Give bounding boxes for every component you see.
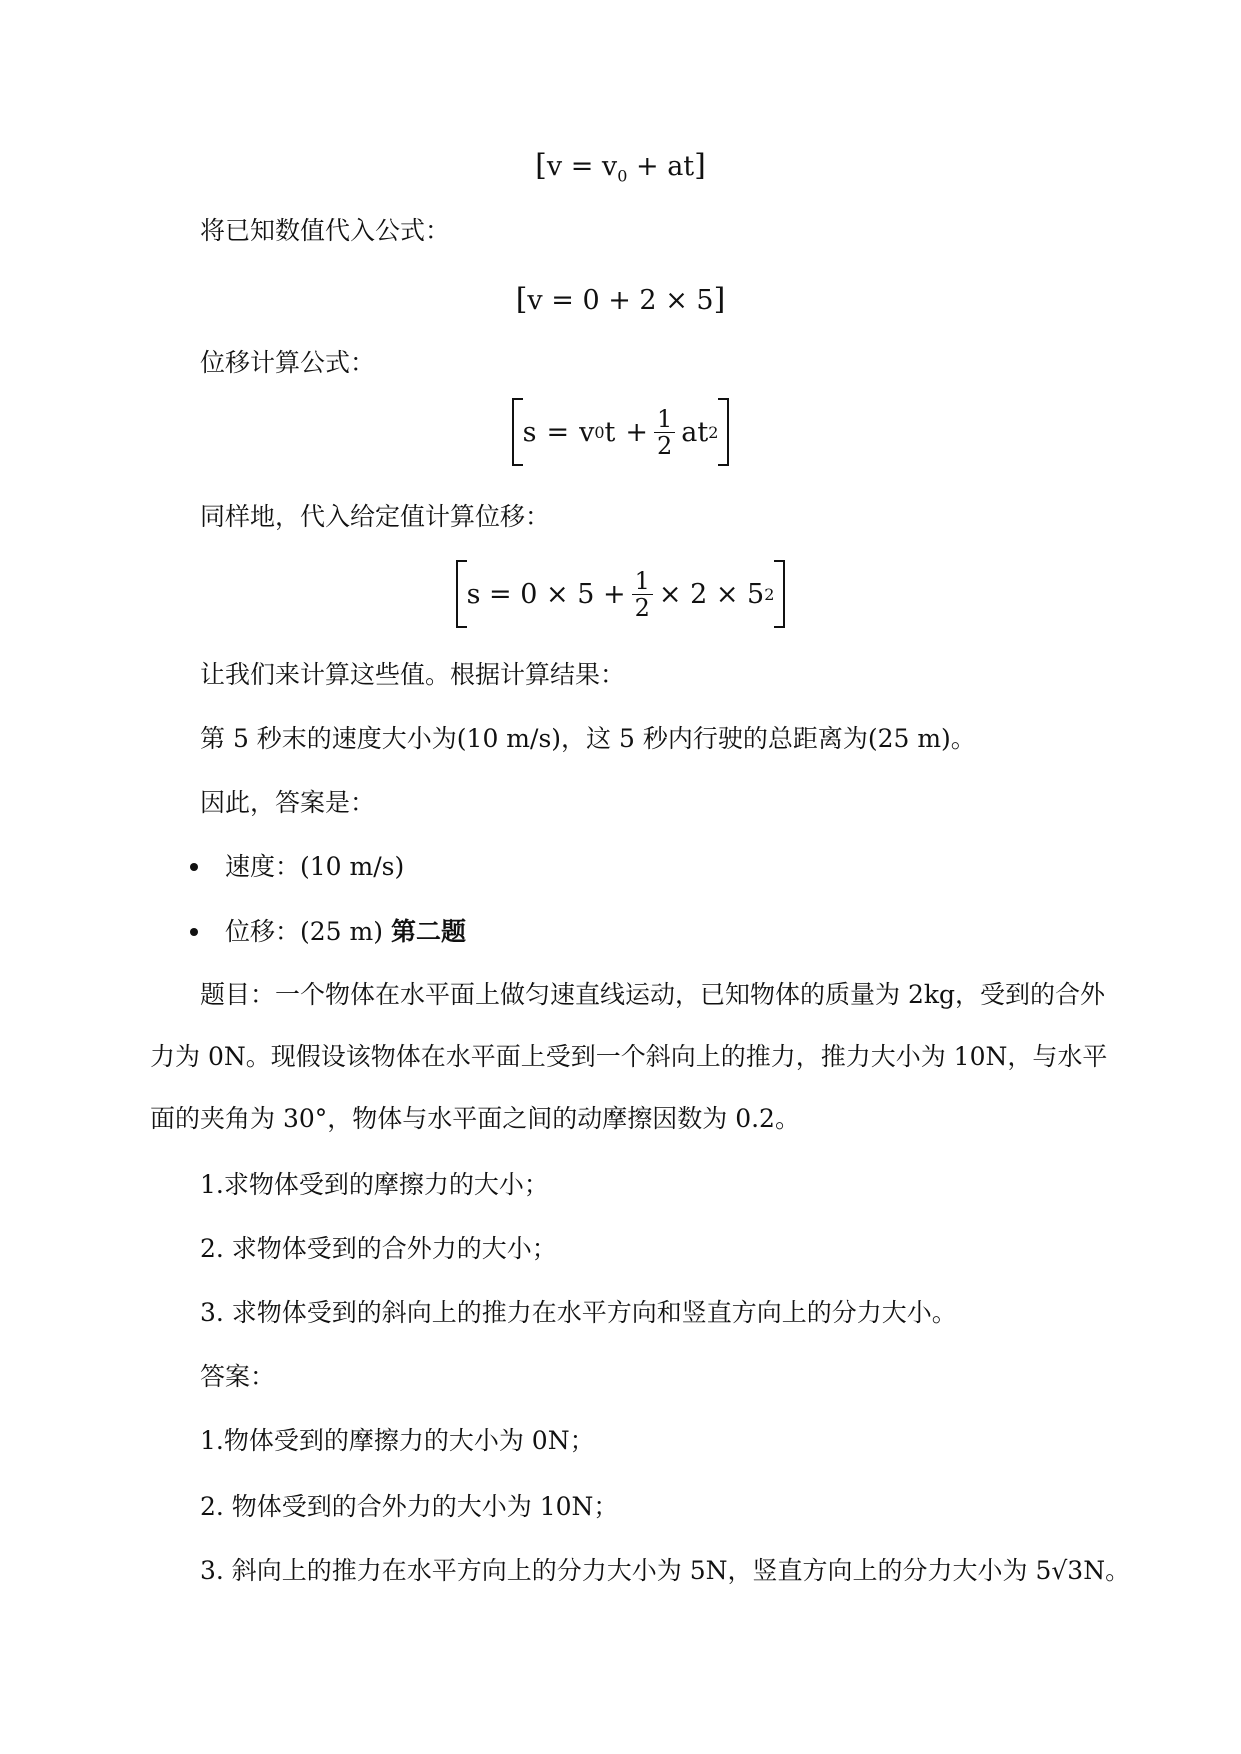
eq-var: v [546, 151, 563, 182]
paragraph: 同样地，代入给定值计算位移： [200, 502, 551, 531]
eq-body: s = 0 × 5 + [466, 578, 626, 610]
list-item: 速度：(10 m/s) [225, 852, 405, 881]
fraction-denominator: 2 [657, 431, 673, 460]
eq-sign: = [546, 416, 570, 448]
eq-subscript: 0 [617, 166, 628, 186]
eq-var: t [604, 416, 616, 448]
answer-label: 答案： [200, 1362, 276, 1391]
paragraph: 将已知数值代入公式： [200, 216, 451, 245]
eq-subscript: 0 [594, 422, 605, 442]
equation-displacement-substituted [0, 560, 1241, 635]
bracket-open [456, 560, 467, 628]
bracket-close [774, 560, 785, 628]
answer-item: 1.物体受到的摩擦力的大小为 0N； [200, 1426, 595, 1455]
bracket-open: [ [515, 282, 528, 317]
bullet-icon [190, 928, 198, 936]
question-item: 2. 求物体受到的合外力的大小； [200, 1234, 557, 1263]
eq-body: × 2 × 5 [658, 578, 765, 610]
bracket-open [512, 398, 523, 466]
bracket-close: ] [694, 148, 706, 183]
question-item: 1.求物体受到的摩擦力的大小； [200, 1170, 549, 1199]
fraction-numerator: 1 [654, 406, 675, 433]
paragraph: 面的夹角为 30°，物体与水平面之间的动摩擦因数为 0.2。 [150, 1104, 800, 1133]
eq-superscript: 2 [708, 422, 719, 442]
fraction [632, 568, 653, 621]
fraction-denominator: 2 [634, 593, 650, 622]
paragraph: 让我们来计算这些值。根据计算结果： [200, 660, 626, 689]
paragraph: 力为 0N。现假设该物体在水平面上受到一个斜向上的推力，推力大小为 10N，与水平 [150, 1042, 1108, 1071]
bracket-close [718, 398, 729, 466]
fraction [654, 406, 675, 459]
eq-plus: + [635, 151, 659, 182]
paragraph: 位移计算公式： [200, 348, 376, 377]
bullet-icon [190, 863, 198, 871]
eq-body: v = 0 + 2 × 5 [527, 285, 714, 316]
equation-velocity [0, 148, 1241, 185]
list-item-text: 位移：(25 m) [225, 917, 383, 946]
bracket-open: [ [535, 148, 547, 183]
fraction-numerator: 1 [632, 568, 653, 595]
answer-item: 2. 物体受到的合外力的大小为 10N； [200, 1492, 619, 1521]
bracket-close: ] [713, 282, 726, 317]
eq-term: at [681, 416, 709, 448]
eq-sign: = [570, 151, 594, 182]
paragraph: 题目：一个物体在水平面上做匀速直线运动，已知物体的质量为 2kg，受到的合外 [200, 980, 1106, 1009]
paragraph: 因此，答案是： [200, 788, 376, 817]
equation-velocity-substituted [0, 282, 1241, 317]
section-heading: 第二题 [390, 918, 466, 946]
eq-var: s [522, 416, 537, 448]
list-item [225, 915, 466, 949]
eq-superscript: 2 [764, 584, 775, 604]
equation-displacement [0, 398, 1241, 473]
question-item: 3. 求物体受到的斜向上的推力在水平方向和竖直方向上的分力大小。 [200, 1298, 957, 1327]
eq-term: at [667, 151, 695, 182]
eq-var: v [579, 416, 595, 448]
answer-item: 3. 斜向上的推力在水平方向上的分力大小为 5N，竖直方向上的分力大小为 5√3N。 [200, 1556, 1131, 1585]
eq-plus: + [625, 416, 648, 448]
eq-var: v [601, 151, 618, 182]
paragraph: 第 5 秒末的速度大小为(10 m/s)，这 5 秒内行驶的总距离为(25 m)。 [200, 724, 976, 753]
